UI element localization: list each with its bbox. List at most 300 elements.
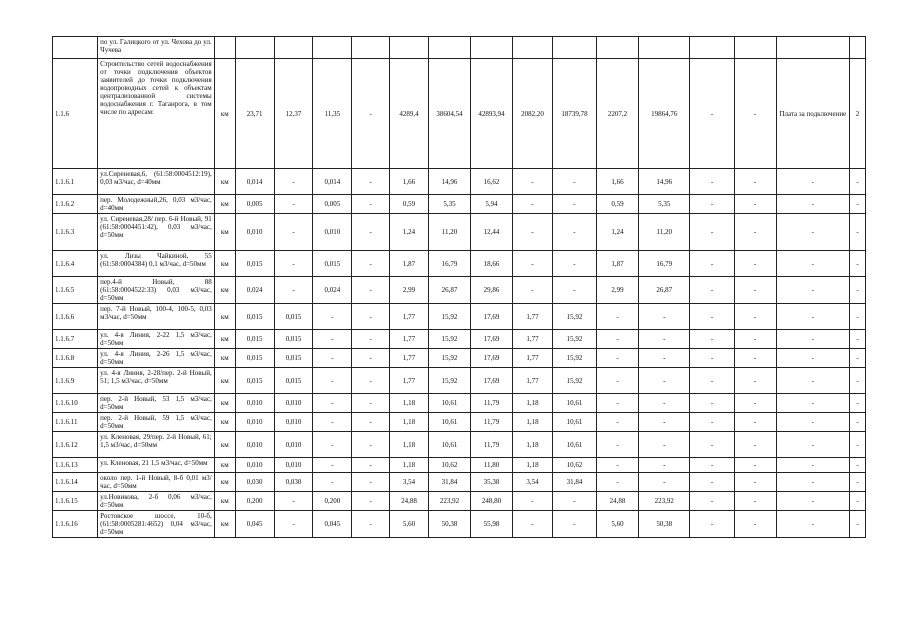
row-value-cell: 24,88 xyxy=(597,492,639,511)
row-value-cell: 0,010 xyxy=(235,432,274,458)
table-row xyxy=(53,169,866,195)
row-value-cell: 3,54 xyxy=(390,473,429,492)
row-value-cell: - xyxy=(776,195,850,214)
row-value-cell: 0,045 xyxy=(313,511,352,538)
row-value-cell xyxy=(313,37,352,59)
row-value-cell: 11,20 xyxy=(428,214,470,251)
row-value-cell: 0,010 xyxy=(274,458,313,473)
row-value-cell: 0,024 xyxy=(313,277,352,304)
row-value-cell: - xyxy=(850,413,866,432)
row-value-cell: - xyxy=(690,169,734,195)
row-value-cell: - xyxy=(850,169,866,195)
table-row xyxy=(53,492,866,511)
row-value-cell: 15,92 xyxy=(552,304,596,330)
row-value-cell: 1,77 xyxy=(512,368,552,394)
row-value-cell: 19864,76 xyxy=(639,59,690,169)
row-value-cell: - xyxy=(313,368,352,394)
row-value-cell: - xyxy=(512,511,552,538)
row-number-cell xyxy=(53,37,98,59)
row-value-cell: - xyxy=(552,511,596,538)
row-value-cell: 2207,2 xyxy=(597,59,639,169)
row-value-cell: 1,77 xyxy=(390,368,429,394)
row-description-cell: ул.Новикова, 2-б 0,06 м3/час, d=50мм xyxy=(98,492,215,511)
row-value-cell: 31,84 xyxy=(552,473,596,492)
row-description-cell: ул. 4-я Линия, 2-26 1,5 м3/час, d=50мм xyxy=(98,349,215,368)
row-unit-cell: км xyxy=(214,251,235,277)
row-value-cell: 10,61 xyxy=(428,413,470,432)
row-value-cell: - xyxy=(690,195,734,214)
row-value-cell: - xyxy=(313,304,352,330)
row-number-cell: 1.1.6.14 xyxy=(53,473,98,492)
row-value-cell xyxy=(776,37,850,59)
row-value-cell: - xyxy=(313,413,352,432)
row-value-cell: - xyxy=(639,394,690,413)
row-value-cell: - xyxy=(734,492,776,511)
row-value-cell: - xyxy=(552,195,596,214)
row-value-cell: 26,87 xyxy=(428,277,470,304)
row-unit-cell: км xyxy=(214,368,235,394)
row-description-cell: ул. 4-я Линия, 2-22 1,5 м3/час, d=50мм xyxy=(98,330,215,349)
row-value-cell: 0,010 xyxy=(235,394,274,413)
row-description-cell: ул. 4-я Линия, 2-28/пер. 2-й Новый, 51; 1,5 м3/час, d=50мм xyxy=(98,368,215,394)
row-value-cell: - xyxy=(639,432,690,458)
row-value-cell: 0,015 xyxy=(235,251,274,277)
row-value-cell: - xyxy=(512,251,552,277)
row-value-cell: 12,37 xyxy=(274,59,313,169)
row-value-cell: 16,62 xyxy=(470,169,512,195)
row-number-cell: 1.1.6.5 xyxy=(53,277,98,304)
row-number-cell: 1.1.6.12 xyxy=(53,432,98,458)
row-unit-cell: км xyxy=(214,432,235,458)
row-value-cell: - xyxy=(597,413,639,432)
row-value-cell: - xyxy=(690,304,734,330)
row-value-cell: - xyxy=(734,59,776,169)
row-value-cell: - xyxy=(734,473,776,492)
row-description-cell: ул. Сиреневая,28/ пер. 6-й Новый, 91 (61:58:0004451:42), 0,03 м3/час, d=50мм xyxy=(98,214,215,251)
row-number-cell: 1.1.6.11 xyxy=(53,413,98,432)
row-value-cell: 35,38 xyxy=(470,473,512,492)
table-row xyxy=(53,349,866,368)
row-value-cell: 0,010 xyxy=(235,214,274,251)
row-value-cell: 10,61 xyxy=(552,394,596,413)
row-value-cell: - xyxy=(552,277,596,304)
row-number-cell: 1.1.6.8 xyxy=(53,349,98,368)
row-value-cell: - xyxy=(690,277,734,304)
row-value-cell: 24,88 xyxy=(390,492,429,511)
row-value-cell: - xyxy=(512,492,552,511)
row-value-cell: 10,61 xyxy=(552,413,596,432)
row-value-cell: 10,61 xyxy=(428,394,470,413)
row-value-cell: - xyxy=(274,277,313,304)
row-value-cell: - xyxy=(850,214,866,251)
row-value-cell: 5,60 xyxy=(597,511,639,538)
row-value-cell xyxy=(734,37,776,59)
row-value-cell: 1,77 xyxy=(390,304,429,330)
row-value-cell: 18739,78 xyxy=(552,59,596,169)
row-value-cell: - xyxy=(690,349,734,368)
row-value-cell: - xyxy=(313,432,352,458)
row-value-cell: 15,92 xyxy=(552,349,596,368)
row-value-cell: 14,96 xyxy=(428,169,470,195)
row-value-cell: Плата за подключение xyxy=(776,59,850,169)
row-value-cell: - xyxy=(734,304,776,330)
row-value-cell: 1,18 xyxy=(512,413,552,432)
row-value-cell: - xyxy=(597,458,639,473)
row-value-cell: - xyxy=(512,195,552,214)
row-unit-cell: км xyxy=(214,304,235,330)
row-value-cell: - xyxy=(352,413,390,432)
row-unit-cell: км xyxy=(214,349,235,368)
row-value-cell: 1,77 xyxy=(512,349,552,368)
row-value-cell: - xyxy=(639,349,690,368)
row-value-cell: - xyxy=(639,330,690,349)
row-value-cell: 223,92 xyxy=(428,492,470,511)
table-row xyxy=(53,195,866,214)
row-unit-cell: км xyxy=(214,413,235,432)
row-value-cell: 23,71 xyxy=(235,59,274,169)
row-value-cell: 31,84 xyxy=(428,473,470,492)
row-value-cell: - xyxy=(850,277,866,304)
row-value-cell: - xyxy=(776,394,850,413)
row-value-cell: - xyxy=(597,394,639,413)
row-value-cell: - xyxy=(352,432,390,458)
row-description-cell: пер. 7-й Новый, 100-4, 100-5, 0,03 м3/час, d=50мм xyxy=(98,304,215,330)
row-number-cell: 1.1.6.10 xyxy=(53,394,98,413)
row-description-cell: ул. Кленовая, 29/пер. 2-й Новый, 61; 1,5 м3/час, d=50мм xyxy=(98,432,215,458)
row-value-cell: 4289,4 xyxy=(390,59,429,169)
row-value-cell: 0,59 xyxy=(390,195,429,214)
row-value-cell: 0,200 xyxy=(235,492,274,511)
row-value-cell xyxy=(597,37,639,59)
table-row xyxy=(53,511,866,538)
row-value-cell: 1,24 xyxy=(390,214,429,251)
row-description-cell: около пер. 1-й Новый, 8-б 0,01 м3/час, d=50мм xyxy=(98,473,215,492)
row-value-cell: - xyxy=(352,330,390,349)
row-value-cell: - xyxy=(776,458,850,473)
row-value-cell: 1,87 xyxy=(597,251,639,277)
row-description-cell: пер. 2-й Новый, 53 1,5 м3/час, d=50мм xyxy=(98,394,215,413)
row-value-cell: - xyxy=(274,195,313,214)
row-value-cell: 0,015 xyxy=(274,368,313,394)
row-value-cell: 0,014 xyxy=(235,169,274,195)
table-row xyxy=(53,473,866,492)
row-value-cell: - xyxy=(352,251,390,277)
row-value-cell: - xyxy=(850,473,866,492)
row-value-cell: - xyxy=(776,349,850,368)
row-value-cell: - xyxy=(352,458,390,473)
row-value-cell: 17,69 xyxy=(470,304,512,330)
row-value-cell xyxy=(390,37,429,59)
row-value-cell: - xyxy=(734,277,776,304)
row-value-cell xyxy=(690,37,734,59)
row-value-cell: - xyxy=(690,473,734,492)
row-value-cell: - xyxy=(639,304,690,330)
row-value-cell: 10,61 xyxy=(428,432,470,458)
row-value-cell: - xyxy=(776,473,850,492)
row-unit-cell: км xyxy=(214,277,235,304)
row-value-cell xyxy=(512,37,552,59)
row-value-cell: - xyxy=(274,251,313,277)
row-value-cell: 0,010 xyxy=(235,413,274,432)
row-value-cell xyxy=(428,37,470,59)
row-value-cell: 17,69 xyxy=(470,330,512,349)
row-value-cell: - xyxy=(639,473,690,492)
row-value-cell: - xyxy=(734,195,776,214)
row-value-cell: 38604,54 xyxy=(428,59,470,169)
row-value-cell: - xyxy=(850,304,866,330)
row-value-cell: 1,77 xyxy=(512,304,552,330)
row-value-cell: - xyxy=(690,432,734,458)
row-value-cell: - xyxy=(639,368,690,394)
row-value-cell: 10,62 xyxy=(552,458,596,473)
table-row xyxy=(53,251,866,277)
row-value-cell xyxy=(352,37,390,59)
row-value-cell: 0,015 xyxy=(235,330,274,349)
row-value-cell: - xyxy=(690,413,734,432)
row-value-cell: - xyxy=(690,368,734,394)
row-value-cell: - xyxy=(274,511,313,538)
row-value-cell: 1,77 xyxy=(390,349,429,368)
row-value-cell: 0,015 xyxy=(235,304,274,330)
row-value-cell: - xyxy=(850,195,866,214)
row-value-cell: - xyxy=(352,277,390,304)
row-value-cell: - xyxy=(850,458,866,473)
row-number-cell: 1.1.6.9 xyxy=(53,368,98,394)
row-number-cell: 1.1.6.13 xyxy=(53,458,98,473)
row-value-cell: - xyxy=(734,413,776,432)
table-row xyxy=(53,304,866,330)
row-value-cell: - xyxy=(639,413,690,432)
row-value-cell: - xyxy=(776,277,850,304)
row-value-cell: 10,61 xyxy=(552,432,596,458)
row-value-cell: 2,99 xyxy=(390,277,429,304)
row-value-cell: 11,79 xyxy=(470,432,512,458)
row-value-cell: 0,010 xyxy=(274,413,313,432)
row-number-cell: 1.1.6.15 xyxy=(53,492,98,511)
row-value-cell: 0,015 xyxy=(274,330,313,349)
row-value-cell: 0,010 xyxy=(274,394,313,413)
row-value-cell: - xyxy=(734,330,776,349)
row-value-cell xyxy=(850,37,866,59)
row-number-cell: 1.1.6.4 xyxy=(53,251,98,277)
row-value-cell: 0,015 xyxy=(274,349,313,368)
row-number-cell: 1.1.6.3 xyxy=(53,214,98,251)
row-value-cell: - xyxy=(734,458,776,473)
row-value-cell: - xyxy=(690,511,734,538)
row-value-cell: 1,18 xyxy=(390,458,429,473)
row-value-cell: - xyxy=(552,214,596,251)
row-value-cell: 223,92 xyxy=(639,492,690,511)
row-value-cell: 50,38 xyxy=(428,511,470,538)
row-value-cell: 15,92 xyxy=(428,330,470,349)
row-value-cell: - xyxy=(776,368,850,394)
row-value-cell: - xyxy=(512,214,552,251)
row-value-cell: 0,030 xyxy=(274,473,313,492)
row-value-cell: 26,87 xyxy=(639,277,690,304)
row-value-cell: - xyxy=(313,473,352,492)
row-description-cell: пер. 2-й Новый, 59 1,5 м3/час, d=50мм xyxy=(98,413,215,432)
row-value-cell: - xyxy=(734,432,776,458)
table-row xyxy=(53,458,866,473)
row-value-cell: - xyxy=(776,330,850,349)
row-value-cell: 11,79 xyxy=(470,394,512,413)
row-value-cell: - xyxy=(690,458,734,473)
row-value-cell: - xyxy=(690,394,734,413)
row-value-cell: - xyxy=(776,432,850,458)
row-value-cell: - xyxy=(597,432,639,458)
row-number-cell: 1.1.6 xyxy=(53,59,98,169)
table-row xyxy=(53,413,866,432)
row-value-cell: - xyxy=(734,169,776,195)
row-value-cell: - xyxy=(850,330,866,349)
row-description-cell: по ул. Галицкого от ул. Чехова до ул. Чучева xyxy=(98,37,215,59)
row-unit-cell: км xyxy=(214,214,235,251)
row-value-cell: 0,005 xyxy=(235,195,274,214)
row-unit-cell: км xyxy=(214,492,235,511)
row-value-cell xyxy=(639,37,690,59)
row-description-cell: Ростовское шоссе, 10-б, (61:58:0005281:4652) 0,04 м3/час, d=50мм xyxy=(98,511,215,538)
row-value-cell: - xyxy=(850,492,866,511)
row-value-cell: 15,92 xyxy=(552,368,596,394)
row-value-cell: - xyxy=(597,349,639,368)
row-value-cell xyxy=(274,37,313,59)
row-unit-cell: км xyxy=(214,169,235,195)
table-row xyxy=(53,368,866,394)
row-value-cell: 0,030 xyxy=(235,473,274,492)
row-value-cell: - xyxy=(512,169,552,195)
row-value-cell: - xyxy=(274,169,313,195)
row-value-cell: 0,005 xyxy=(313,195,352,214)
table-row xyxy=(53,432,866,458)
row-value-cell: - xyxy=(552,492,596,511)
row-value-cell: - xyxy=(597,473,639,492)
row-value-cell: 15,92 xyxy=(428,349,470,368)
row-value-cell: - xyxy=(734,349,776,368)
table-row xyxy=(53,59,866,169)
row-value-cell: - xyxy=(352,304,390,330)
row-value-cell: - xyxy=(552,251,596,277)
row-description-cell: пер.4-й Новый, 88 (61:58:0004522:33) 0,03 м3/час, d=50мм xyxy=(98,277,215,304)
row-value-cell xyxy=(470,37,512,59)
row-value-cell: - xyxy=(734,214,776,251)
row-value-cell: 1,66 xyxy=(390,169,429,195)
row-unit-cell: км xyxy=(214,511,235,538)
row-value-cell: 5,94 xyxy=(470,195,512,214)
row-value-cell: - xyxy=(352,473,390,492)
row-value-cell: 2,99 xyxy=(597,277,639,304)
row-value-cell: 11,20 xyxy=(639,214,690,251)
row-value-cell: - xyxy=(690,59,734,169)
row-value-cell: - xyxy=(274,214,313,251)
row-value-cell: 1,77 xyxy=(390,330,429,349)
row-description-cell: ул. Лизы Чайкиной, 55 (61:58:0004384) 0,1 м3/час, d=50мм xyxy=(98,251,215,277)
row-value-cell: - xyxy=(352,511,390,538)
row-value-cell: - xyxy=(850,349,866,368)
row-value-cell: 11,79 xyxy=(470,413,512,432)
row-value-cell: - xyxy=(776,492,850,511)
row-value-cell: - xyxy=(690,492,734,511)
row-value-cell: 15,92 xyxy=(428,368,470,394)
row-description-cell: Строительство сетей водоснабжения от точки подключения объектов заявителей до точки подключения водопроводных сетей к объектам централизованной системы водоснабжения г. Таганрога, в том числе по адресам: xyxy=(98,59,215,169)
row-value-cell: - xyxy=(352,169,390,195)
row-number-cell: 1.1.6.6 xyxy=(53,304,98,330)
row-value-cell: - xyxy=(597,368,639,394)
row-value-cell: 1,66 xyxy=(597,169,639,195)
row-value-cell: - xyxy=(734,511,776,538)
row-value-cell: 17,69 xyxy=(470,349,512,368)
row-value-cell: - xyxy=(352,214,390,251)
row-value-cell: - xyxy=(597,304,639,330)
row-value-cell: 12,44 xyxy=(470,214,512,251)
row-value-cell: 1,87 xyxy=(390,251,429,277)
row-value-cell: 0,010 xyxy=(313,214,352,251)
row-value-cell: 0,200 xyxy=(313,492,352,511)
row-value-cell: - xyxy=(352,59,390,169)
row-description-cell: ул.Сиреневая,6, (61:58:0004512:19), 0,03 м3/час, d=40мм xyxy=(98,169,215,195)
row-value-cell: 16,79 xyxy=(428,251,470,277)
row-value-cell: 1,24 xyxy=(597,214,639,251)
row-value-cell: 18,66 xyxy=(470,251,512,277)
row-value-cell: - xyxy=(352,368,390,394)
row-value-cell: 1,18 xyxy=(390,413,429,432)
row-value-cell: - xyxy=(776,169,850,195)
row-value-cell: 0,014 xyxy=(313,169,352,195)
row-value-cell: - xyxy=(850,511,866,538)
row-number-cell: 1.1.6.2 xyxy=(53,195,98,214)
row-value-cell: 0,045 xyxy=(235,511,274,538)
row-value-cell: 5,60 xyxy=(390,511,429,538)
investment-table xyxy=(52,36,866,538)
row-value-cell: 1,18 xyxy=(512,458,552,473)
row-value-cell: 17,69 xyxy=(470,368,512,394)
row-value-cell: - xyxy=(274,492,313,511)
row-value-cell: 0,024 xyxy=(235,277,274,304)
row-value-cell: 42893,94 xyxy=(470,59,512,169)
row-unit-cell: км xyxy=(214,473,235,492)
row-value-cell: - xyxy=(850,394,866,413)
row-value-cell: - xyxy=(776,214,850,251)
row-value-cell: - xyxy=(352,195,390,214)
row-unit-cell: км xyxy=(214,330,235,349)
row-value-cell: - xyxy=(776,511,850,538)
row-number-cell: 1.1.6.1 xyxy=(53,169,98,195)
row-value-cell: 5,35 xyxy=(428,195,470,214)
table-row xyxy=(53,37,866,59)
row-value-cell: - xyxy=(552,169,596,195)
row-number-cell: 1.1.6.16 xyxy=(53,511,98,538)
row-value-cell: 2082,20 xyxy=(512,59,552,169)
row-value-cell: - xyxy=(776,413,850,432)
row-value-cell: 1,18 xyxy=(390,432,429,458)
row-value-cell: 1,18 xyxy=(512,432,552,458)
row-unit-cell: км xyxy=(214,394,235,413)
row-value-cell: - xyxy=(690,330,734,349)
row-value-cell: 0,015 xyxy=(235,368,274,394)
row-value-cell: 55,98 xyxy=(470,511,512,538)
row-value-cell: - xyxy=(734,394,776,413)
row-value-cell: - xyxy=(352,492,390,511)
row-value-cell: - xyxy=(313,458,352,473)
row-number-cell: 1.1.6.7 xyxy=(53,330,98,349)
row-value-cell: - xyxy=(850,368,866,394)
row-value-cell: 0,015 xyxy=(274,304,313,330)
row-value-cell: - xyxy=(597,330,639,349)
row-value-cell: 10,62 xyxy=(428,458,470,473)
row-value-cell: 0,59 xyxy=(597,195,639,214)
row-value-cell: 29,86 xyxy=(470,277,512,304)
row-description-cell: ул. Кленовая, 21 1,5 м3/час, d=50мм xyxy=(98,458,215,473)
row-value-cell: - xyxy=(734,251,776,277)
